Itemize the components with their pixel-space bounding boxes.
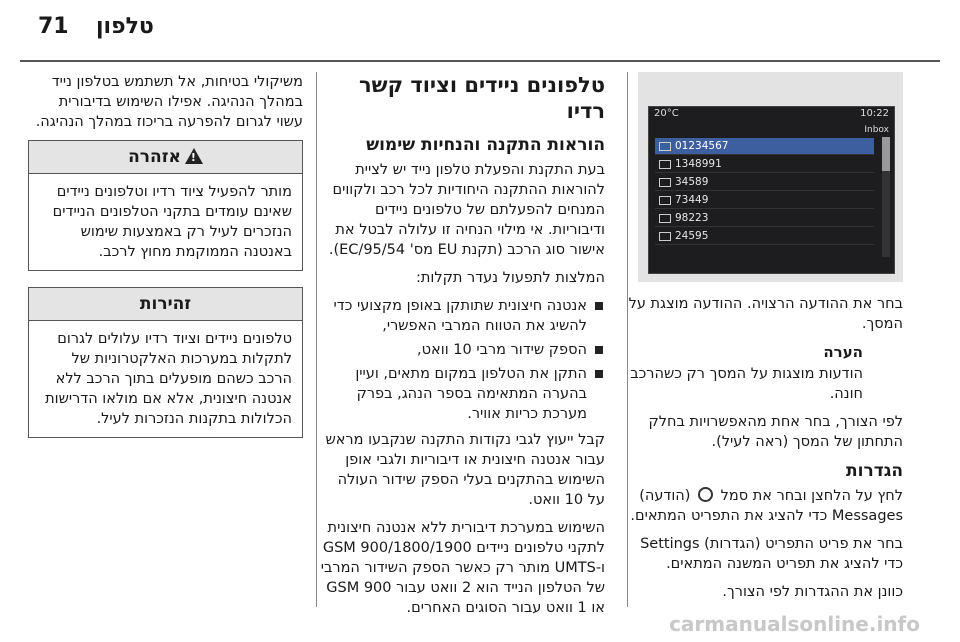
note-text: הודעות מוצגות על המסך רק כשהרכב חונה. [630, 366, 863, 402]
status-bar [649, 107, 894, 125]
section-heading: הגדרות [846, 461, 903, 481]
warning-title: אזהרה [128, 147, 181, 167]
paragraph: לחץ על הלחצן ובחר את סמל (הודעה) Messages כדי להציג את התפריט המתאים. [630, 488, 903, 524]
warning-icon [185, 148, 203, 164]
inbox-label: Inbox [864, 125, 889, 135]
chapter-title: טלפון [96, 14, 154, 39]
settings-icon [698, 487, 713, 502]
warning-text: מותר להפעיל ציוד רדיו וטלפונים ניידים שאינם עומדים בתקני הטלפונים הניידים הנזכרים לעיל רק באמצעות שימוש באנטנה הממוקמת מחוץ לרכב. [52, 184, 292, 260]
warning-header [29, 141, 302, 174]
screen-figure [638, 72, 903, 282]
list-item: התקן את הטלפון במקום מתאים, ועיין בהערה המתאימה בספר הנהג, בפרק מערכת כריות אוויר. [320, 364, 587, 424]
page-number: 71 [38, 14, 69, 39]
envelope-icon [659, 214, 671, 223]
paragraph: המלצות לתפעול נעדר תקלות: [416, 270, 605, 286]
paragraph: בחר את פריט התפריט (הגדרות) Settings כדי להציג את תפריט המשנה המתאים. [640, 536, 903, 572]
note-title: הערה [823, 343, 863, 361]
bullet-list [320, 296, 605, 424]
column-divider [316, 72, 317, 607]
caution-text: טלפונים ניידים וציוד רדיו עלולים לגרום לתקלות במערכות האלקטרוניות של הרכב כשהם מופעלים בתוך הרכב ללא אנטנה חיצונית, אלא אם מולאו הדרישות הכלולות בתקנות הנזכרות לעיל. [45, 331, 292, 427]
left-column [28, 72, 303, 438]
paragraph: משיקולי בטיחות, אל תשתמש בטלפון נייד במהלך הנהיגה. אפילו השימוש בדיבורית עשוי לגרום להפרעה בריכוז במהלך הנהיגה. [35, 74, 303, 130]
caution-box [28, 287, 303, 438]
warning-box [28, 140, 303, 271]
caption: בחר את ההודעה הרצויה. ההודעה מוצגת על המסך. [628, 296, 903, 332]
middle-column [320, 72, 605, 626]
message-item[interactable]: 34589 [655, 174, 874, 191]
header-rule [20, 60, 940, 62]
paragraph: כוונן את ההגדרות לפי הצורך. [722, 584, 903, 600]
envelope-icon [659, 232, 671, 241]
envelope-icon [659, 196, 671, 205]
page-header [0, 0, 960, 62]
subsection-heading: הוראות התקנה והנחיות שימוש [366, 135, 605, 155]
list-item: הספק שידור מרבי 10 וואט, [320, 340, 587, 360]
watermark: carmanualsonline.info [669, 612, 920, 636]
message-item[interactable]: 24595 [655, 228, 874, 245]
envelope-icon [659, 178, 671, 187]
message-item[interactable]: 1348991 [655, 156, 874, 173]
message-item[interactable]: 98223 [655, 210, 874, 227]
list-item: אנטנה חיצונית שתותקן באופן מקצועי כדי להשיג את הטווח המרבי האפשרי, [320, 296, 587, 336]
right-column [628, 72, 903, 610]
section-title: טלפונים ניידים וציוד קשר רדיו [359, 73, 605, 123]
paragraph: השימוש במערכת דיבורית ללא אנטנה חיצונית לתקני טלפונים ניידים GSM 900/1800/1900 ו-UMTS מותר רק כאשר הספק השידור המרבי של הטלפון הנייד הוא 2 וואט עבור GSM 900 או 1 וואט עבור הסוגים האחרים. [320, 520, 605, 616]
scrollbar-thumb[interactable] [882, 137, 890, 171]
paragraph: בעת התקנת והפעלת טלפון נייד יש לציית להוראות ההתקנה היחודיות לכל רכב ולקווים המנחים להפעלתם של טלפונים ניידים ודיבוריות. אי מילוי הנחיה זו עלולה לבטל את אישור סוג הרכב (תקנת EU מס' 95/54/EC). [328, 162, 605, 258]
temperature: 20°C [654, 108, 679, 119]
message-item[interactable]: 73449 [655, 192, 874, 209]
clock: 10:22 [860, 108, 889, 119]
message-item[interactable]: 01234567 [655, 138, 874, 155]
infotainment-screen [648, 106, 895, 274]
paragraph: קבל ייעוץ לגבי נקודות התקנה שנקבעו מראש עבור אנטנה חיצונית או דיבוריות ולגבי אופן השימוש בהתקנים בעלי הספק שידור העולה על 10 וואט. [325, 432, 605, 508]
envelope-icon [659, 142, 671, 151]
envelope-icon [659, 160, 671, 169]
caution-title: זהירות [29, 288, 302, 321]
paragraph: לפי הצורך, בחר אחת מהאפשרויות בחלק התחתון של המסך (ראה לעיל). [648, 414, 903, 450]
